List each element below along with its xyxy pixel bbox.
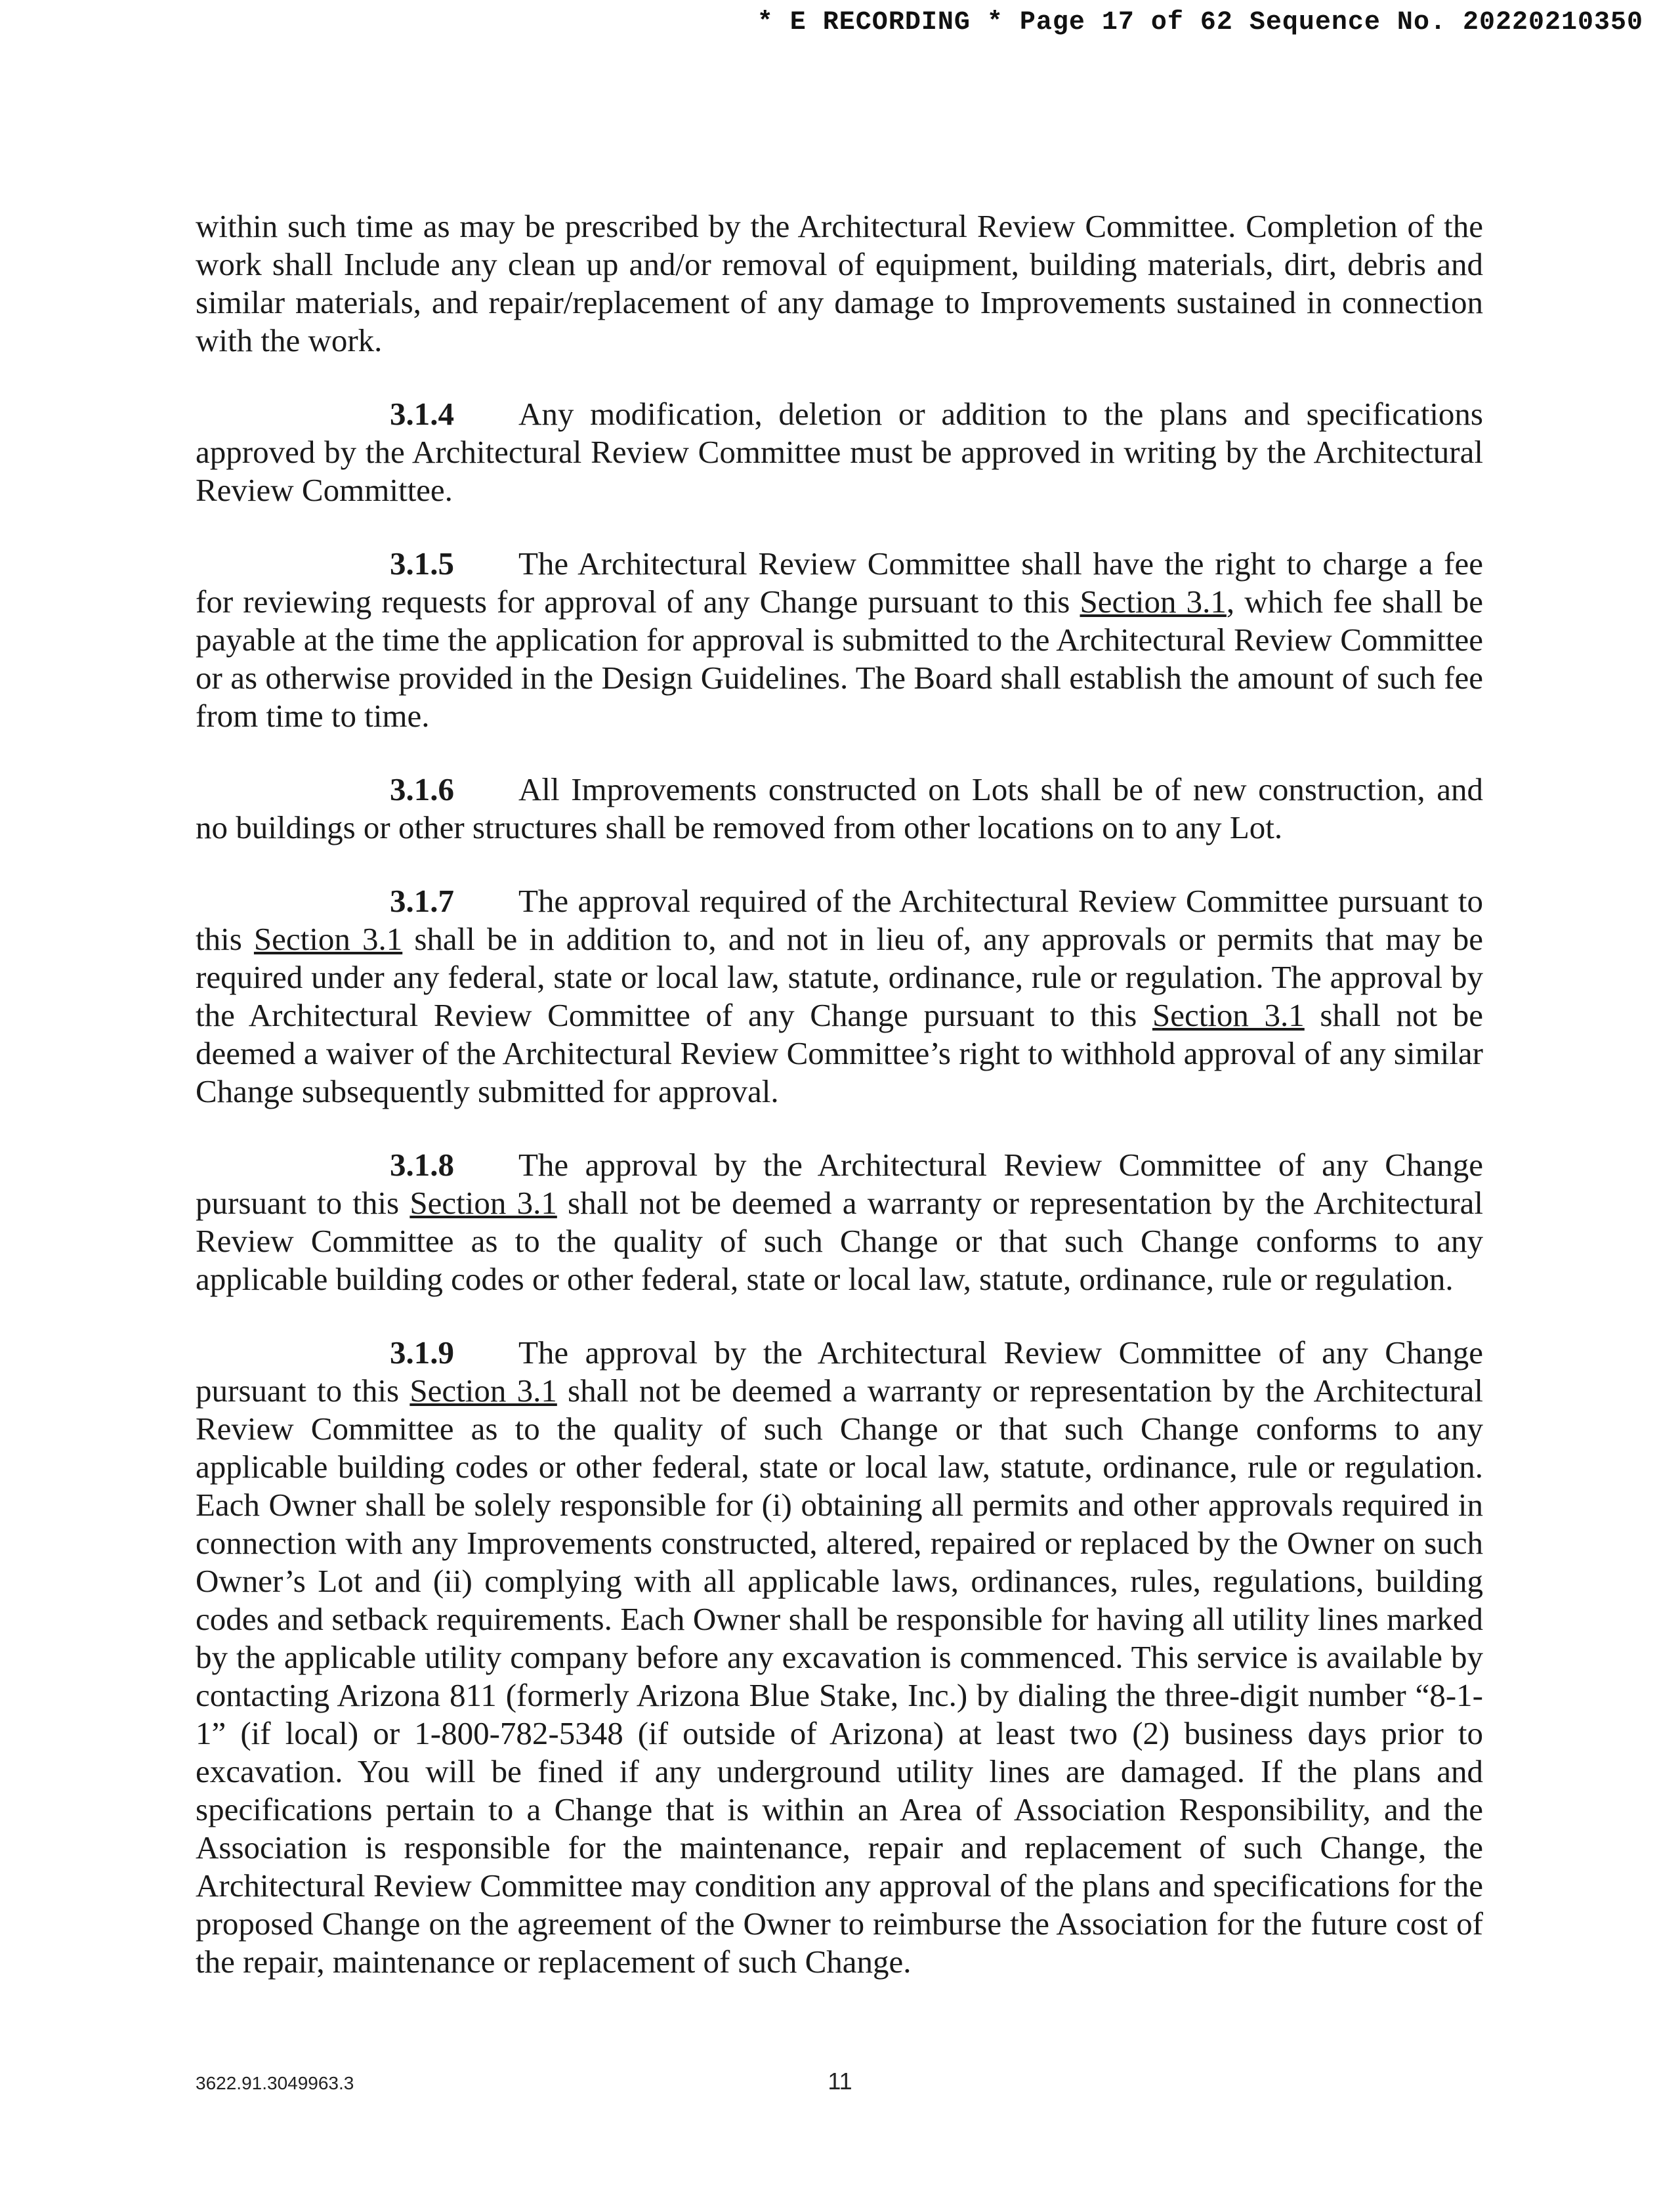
- recording-header: * E RECORDING * Page 17 of 62 Sequence No. 20220210350: [757, 8, 1643, 37]
- section-number: 3.1.8: [390, 1147, 454, 1183]
- section-reference: Section 3.1: [1080, 584, 1227, 620]
- section-reference: Section 3.1: [410, 1373, 557, 1409]
- paragraph-text: shall not be deemed a warranty or representation by the Architectural Review Committee as to the quality of such Change or that such Change conforms to any applicable building codes or other federal, state or local law, statute, ordinance, rule or regulation.: [196, 1185, 1483, 1297]
- section-number: 3.1.6: [390, 771, 454, 807]
- paragraph-continuation: within such time as may be prescribed by the Architectural Review Committee. Completion of the work shall Include any clean up and/or removal of equipment, building materials, dirt, debris and similar materials, and repair/replacement of any damage to Improvements sustained in connection with the work.: [196, 208, 1483, 358]
- paragraph-text: The approval required of the Architectural Review Committee pursuant to this: [196, 883, 1483, 957]
- paragraph-3-1-5: [196, 545, 1483, 735]
- paragraph-text: shall not be deemed a waiver of the Architectural Review Committee’s right to withhold approval of any similar Change subsequently submitted for approval.: [196, 997, 1483, 1109]
- paragraph-text: , which fee shall be payable at the time the application for approval is submitted to the Architectural Review Committee or as otherwise provided in the Design Guidelines. The Board shall establish the amount of such fee from time to time.: [196, 584, 1483, 734]
- document-body: [196, 207, 1483, 2016]
- section-reference: Section 3.1: [253, 921, 403, 957]
- document-id: 3622.91.3049963.3: [196, 2073, 354, 2093]
- paragraph-3-1-6: [196, 771, 1483, 847]
- paragraph-text: shall not be deemed a warranty or representation by the Architectural Review Committee as to the quality of such Change or that such Change conforms to any applicable building codes or other federal, state or local law, statute, ordinance, rule or regulation. Each Owner shall be solely responsible for (i) obtaining all permits and other approvals required in connection with any Improvements constructed, altered, repaired or replaced by the Owner on such Owner’s Lot and (ii) complying with all applicable laws, ordinances, rules, regulations, building codes and setback requirements. Each Owner shall be responsible for having all utility lines marked by the applicable utility company before any excavation is commenced. This service is available by contacting Arizona 811 (formerly Arizona Blue Stake, Inc.) by dialing the three-digit number “8-1-1” (if local) or 1-800-782-5348 (if outside of Arizona) at least two (2) business days prior to excavation. You will be fined if any underground utility lines are damaged. If the plans and specifications pertain to a Change that is within an Area of Association Responsibility, and the Association is responsible for the maintenance, repair and replacement of such Change, the Architectural Review Committee may condition any approval of the plans and specifications for the proposed Change on the agreement of the Owner to reimburse the Association for the future cost of the repair, maintenance or replacement of such Change.: [196, 1373, 1483, 1980]
- section-number: 3.1.9: [390, 1334, 454, 1371]
- paragraph-3-1-7: [196, 882, 1483, 1111]
- page-number: 11: [828, 2068, 852, 2095]
- section-reference: Section 3.1: [1152, 997, 1305, 1033]
- paragraph-text: Any modification, deletion or addition to the plans and specifications approved by the Architectural Review Committee must be approved in writing by the Architectural Review Committee.: [196, 396, 1483, 508]
- section-number: 3.1.5: [390, 545, 454, 582]
- paragraph-3-1-4: [196, 395, 1483, 509]
- section-reference: Section 3.1: [410, 1185, 557, 1221]
- paragraph-text: The approval by the Architectural Review Committee of any Change pursuant to this: [196, 1334, 1483, 1409]
- section-number: 3.1.7: [390, 883, 454, 919]
- paragraph-text: The approval by the Architectural Review Committee of any Change pursuant to this: [196, 1147, 1483, 1221]
- paragraph-text: shall be in addition to, and not in lieu of, any approvals or permits that may be required under any federal, state or local law, statute, ordinance, rule or regulation. The approval by the Architectural Review Committee of any Change pursuant to this: [196, 921, 1484, 1033]
- paragraph-text: All Improvements constructed on Lots shall be of new construction, and no buildings or other structures shall be removed from other locations on to any Lot.: [196, 771, 1483, 845]
- paragraph-3-1-9: [196, 1334, 1483, 1981]
- paragraph-text: The Architectural Review Committee shall have the right to charge a fee for reviewing requests for approval of any Change pursuant to this: [196, 545, 1483, 620]
- section-number: 3.1.4: [390, 396, 454, 432]
- paragraph-3-1-8: [196, 1146, 1483, 1298]
